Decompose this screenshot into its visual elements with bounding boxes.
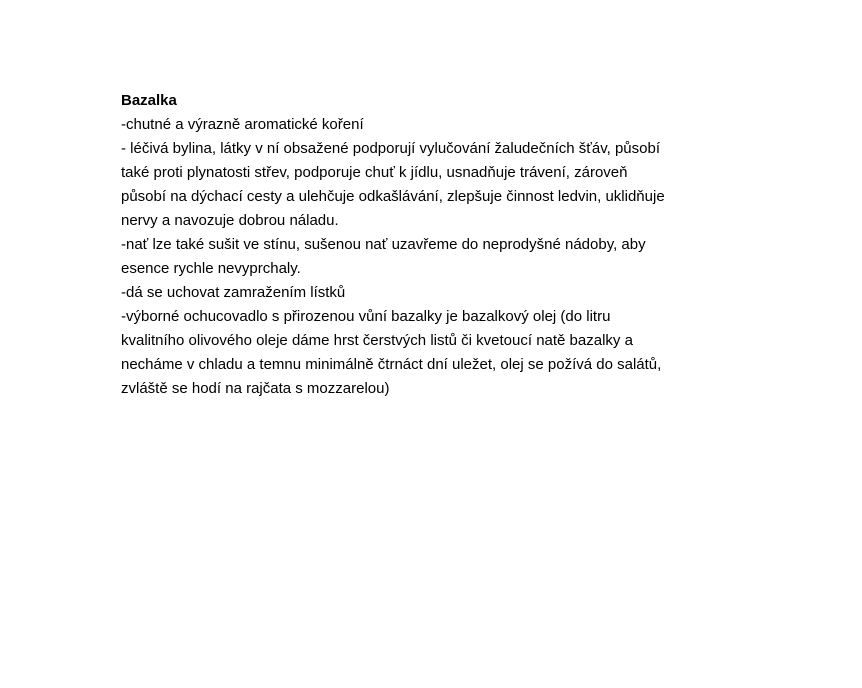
document-body <box>121 89 701 401</box>
document-line: zvláště se hodí na rajčata s mozzarelou) <box>121 380 390 397</box>
document-line: -chutné a výrazně aromatické koření <box>121 116 364 133</box>
document-title: Bazalka <box>121 92 177 109</box>
document-line: -dá se uchovat zamražením lístků <box>121 284 346 301</box>
document-line: kvalitního olivového oleje dáme hrst čerstvých listů či kvetoucí natě bazalky a <box>121 332 633 349</box>
document-line: - léčivá bylina, látky v ní obsažené podporují vylučování žaludečních šťáv, působí <box>121 140 660 157</box>
document-line: nervy a navozuje dobrou náladu. <box>121 212 339 229</box>
document-line: působí na dýchací cesty a ulehčuje odkašlávání, zlepšuje činnost ledvin, uklidňuje <box>121 188 665 205</box>
document-line: -nať lze také sušit ve stínu, sušenou nať uzavřeme do neprodyšné nádoby, aby <box>121 236 646 253</box>
document-line: -výborné ochucovadlo s přirozenou vůní bazalky je bazalkový olej (do litru <box>121 308 611 325</box>
document-line: esence rychle nevyprchaly. <box>121 260 301 277</box>
document-line: také proti plynatosti střev, podporuje chuť k jídlu, usnadňuje trávení, zároveň <box>121 164 628 181</box>
document-line: necháme v chladu a temnu minimálně čtrnáct dní uležet, olej se požívá do salátů, <box>121 356 662 373</box>
